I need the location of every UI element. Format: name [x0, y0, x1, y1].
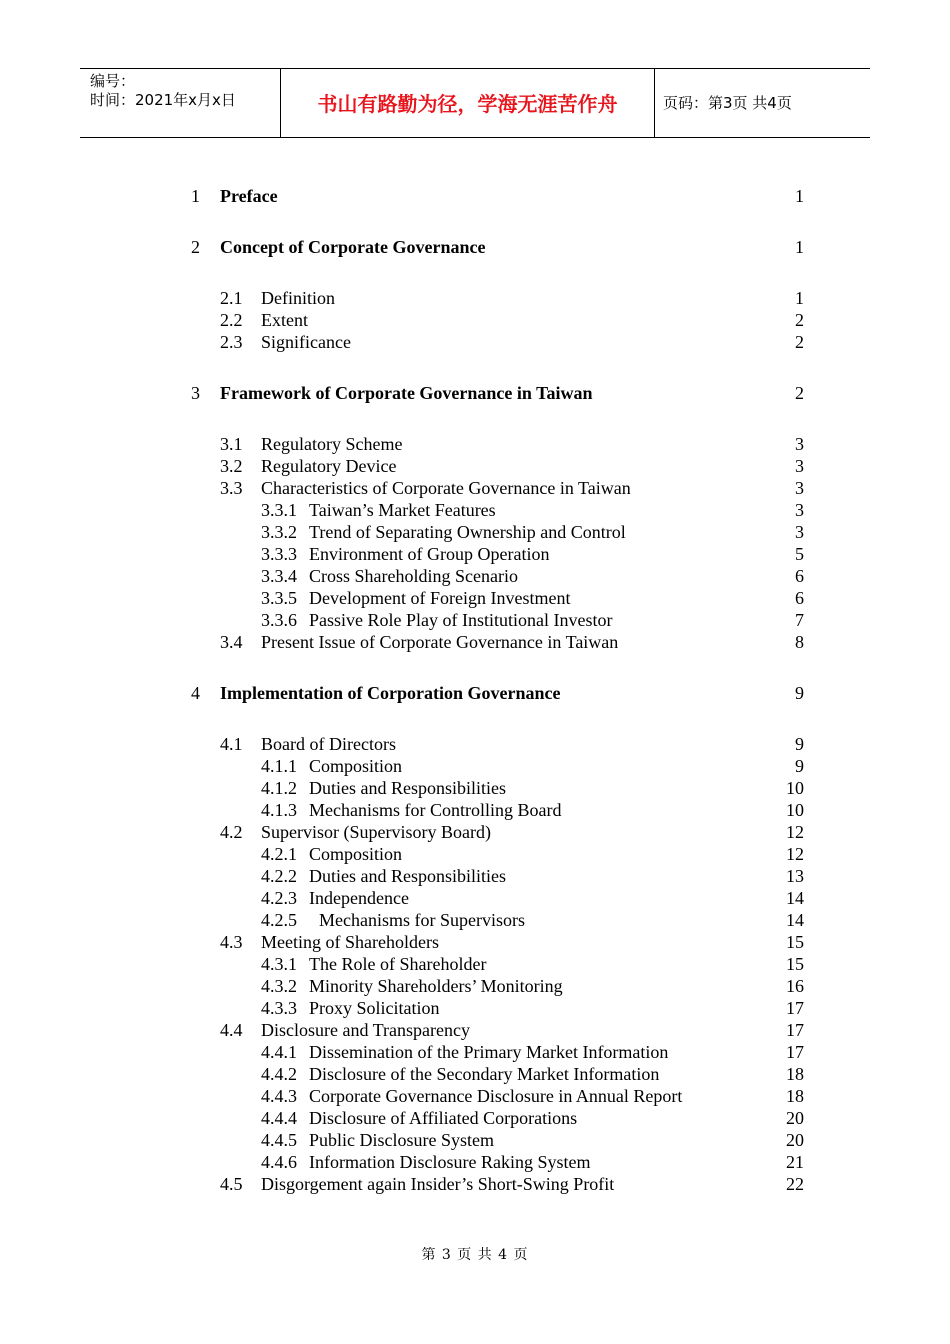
toc-entry[interactable]: [0, 185, 950, 207]
toc-entry-page: 6: [795, 588, 804, 608]
toc-entry-title: Disclosure of Affiliated Corporations: [309, 1108, 578, 1128]
toc-entry-number: 4.4.2: [261, 1064, 297, 1084]
toc-entry[interactable]: [0, 1019, 950, 1041]
toc-entry-number: 4.2.2: [261, 866, 297, 886]
toc-entry-page: 6: [795, 566, 804, 586]
toc-entry-number: 4.3.1: [261, 954, 297, 974]
toc-entry-page: 3: [795, 500, 804, 520]
toc-entry-number: 3.3: [220, 478, 243, 498]
toc-entry-page: 9: [795, 756, 804, 776]
toc-entry[interactable]: [0, 521, 950, 543]
toc-entry-title: Meeting of Shareholders: [261, 932, 439, 952]
toc-entry-number: 4.2.5: [261, 910, 297, 930]
toc-entry[interactable]: [0, 755, 950, 777]
toc-entry-title: Concept of Corporate Governance: [220, 237, 486, 257]
toc-entry-page: 3: [795, 434, 804, 454]
toc-entry-number: 3.1: [220, 434, 243, 454]
toc-entry-number: 4.5: [220, 1174, 243, 1194]
toc-entry-page: 8: [795, 632, 804, 652]
toc-entry-number: 3.3.1: [261, 500, 297, 520]
toc-entry-number: 4.1.2: [261, 778, 297, 798]
toc-entry-page: 21: [786, 1152, 804, 1172]
toc-entry-number: 4.1: [220, 734, 243, 754]
toc-entry-title: Implementation of Corporation Governance: [220, 683, 561, 703]
toc-entry[interactable]: [0, 1107, 950, 1129]
toc-entry[interactable]: [0, 799, 950, 821]
toc-entry-title: The Role of Shareholder: [309, 954, 487, 974]
toc-entry-page: 2: [795, 383, 804, 403]
toc-entry-number: 2.1: [220, 288, 243, 308]
toc-entry-page: 3: [795, 522, 804, 542]
toc-entry-title: Composition: [309, 756, 403, 776]
header-page-cell: [655, 69, 870, 137]
toc-entry-title: Significance: [261, 332, 351, 352]
toc-entry-number: 3.3.3: [261, 544, 297, 564]
toc-entry[interactable]: [0, 1085, 950, 1107]
toc-entry-title: Composition: [309, 844, 403, 864]
toc-entry[interactable]: [0, 953, 950, 975]
toc-entry[interactable]: [0, 975, 950, 997]
toc-entry-number: 4.2: [220, 822, 243, 842]
toc-entry[interactable]: [0, 887, 950, 909]
toc-entry-number: 2.2: [220, 310, 243, 330]
toc-entry-page: 10: [786, 800, 804, 820]
toc-entry-title: Public Disclosure System: [309, 1130, 494, 1150]
toc-entry-page: 15: [786, 954, 804, 974]
toc-entry-number: 2: [191, 237, 200, 257]
header-page-info: 页码：第3页 共4页: [663, 94, 792, 112]
toc-entry-number: 3.3.6: [261, 610, 297, 630]
toc-entry[interactable]: [0, 382, 950, 404]
header-motto: 书山有路勤为径，学海无涯苦作舟: [317, 92, 618, 116]
toc-entry[interactable]: [0, 477, 950, 499]
toc-entry[interactable]: [0, 1041, 950, 1063]
toc-entry-title: Regulatory Device: [261, 456, 397, 476]
toc-entry[interactable]: [0, 843, 950, 865]
toc-entry[interactable]: [0, 309, 950, 331]
toc-entry[interactable]: [0, 631, 950, 653]
page-footer: 第 3 页 共 4 页: [421, 1247, 529, 1263]
toc-entry-page: 12: [786, 822, 804, 842]
header-meta-cell: [80, 69, 281, 137]
toc-entry-page: 13: [786, 866, 804, 886]
toc-entry-number: 4.3: [220, 932, 243, 952]
toc-entry-number: 4.4: [220, 1020, 243, 1040]
toc-entry-title: Environment of Group Operation: [309, 544, 550, 564]
toc-entry-title: Disclosure of the Secondary Market Information: [309, 1064, 660, 1084]
toc-entry-page: 1: [795, 237, 804, 257]
toc-entry[interactable]: [0, 1173, 950, 1195]
toc-entry[interactable]: [0, 821, 950, 843]
toc-entry-title: Regulatory Scheme: [261, 434, 403, 454]
toc-entry-number: 4.4.1: [261, 1042, 297, 1062]
toc-entry-title: Dissemination of the Primary Market Information: [309, 1042, 669, 1062]
toc-entry[interactable]: [0, 1151, 950, 1173]
toc-entry[interactable]: [0, 331, 950, 353]
toc-entry-title: Framework of Corporate Governance in Taiwan: [220, 383, 593, 403]
toc-entry[interactable]: [0, 733, 950, 755]
document-time-label: 时间：2021年x月x日: [90, 91, 236, 109]
toc-entry-number: 3.3.5: [261, 588, 297, 608]
toc-entry-number: 3.3.4: [261, 566, 297, 586]
toc-entry-title: Minority Shareholders’ Monitoring: [309, 976, 563, 996]
toc-entry-title: Disclosure and Transparency: [261, 1020, 470, 1040]
toc-entry-number: 4.4.4: [261, 1108, 297, 1128]
toc-entry[interactable]: [0, 777, 950, 799]
toc-entry-number: 1: [191, 186, 200, 206]
toc-entry-page: 20: [786, 1130, 804, 1150]
toc-entry-number: 4.4.5: [261, 1130, 297, 1150]
toc-entry-page: 14: [786, 910, 804, 930]
toc-entry[interactable]: [0, 543, 950, 565]
toc-entry-page: 17: [786, 1020, 804, 1040]
toc-entry-title: Proxy Solicitation: [309, 998, 440, 1018]
toc-entry-number: 4.2.1: [261, 844, 297, 864]
toc-entry-title: Characteristics of Corporate Governance in Taiwan: [261, 478, 631, 498]
toc-entry[interactable]: [0, 236, 950, 258]
toc-entry-title: Trend of Separating Ownership and Control: [309, 522, 626, 542]
toc-entry-number: 3.3.2: [261, 522, 297, 542]
toc-entry-page: 12: [786, 844, 804, 864]
toc-entry[interactable]: [0, 909, 950, 931]
toc-entry-page: 5: [795, 544, 804, 564]
toc-entry-title: Extent: [261, 310, 308, 330]
toc-entry[interactable]: [0, 609, 950, 631]
toc-entry-page: 7: [795, 610, 804, 630]
toc-entry-title: Duties and Responsibilities: [309, 778, 506, 798]
toc-entry[interactable]: [0, 565, 950, 587]
toc-entry-title: Duties and Responsibilities: [309, 866, 506, 886]
toc-entry-number: 3.4: [220, 632, 243, 652]
toc-entry[interactable]: [0, 455, 950, 477]
toc-entry-title: Mechanisms for Supervisors: [319, 910, 525, 930]
toc-entry-title: Board of Directors: [261, 734, 396, 754]
toc-entry-page: 15: [786, 932, 804, 952]
toc-entry-title: Taiwan’s Market Features: [309, 500, 496, 520]
toc-entry-title: Definition: [261, 288, 335, 308]
header-motto-cell: [281, 69, 655, 137]
toc-entry-page: 22: [786, 1174, 804, 1194]
toc-entry-page: 20: [786, 1108, 804, 1128]
toc-entry-title: Passive Role Play of Institutional Investor: [309, 610, 613, 630]
toc-entry-page: 16: [786, 976, 804, 996]
toc-entry-page: 17: [786, 998, 804, 1018]
toc-entry[interactable]: [0, 499, 950, 521]
toc-entry-title: Present Issue of Corporate Governance in Taiwan: [261, 632, 619, 652]
toc-entry-number: 3.2: [220, 456, 243, 476]
toc-entry-page: 18: [786, 1064, 804, 1084]
toc-entry-number: 4.2.3: [261, 888, 297, 908]
toc-entry-page: 1: [795, 288, 804, 308]
toc-entry-number: 4.1.3: [261, 800, 297, 820]
toc-entry-number: 4.4.6: [261, 1152, 297, 1172]
toc-entry-page: 14: [786, 888, 804, 908]
toc-entry-number: 4.3.3: [261, 998, 297, 1018]
toc-entry[interactable]: [0, 682, 950, 704]
toc-entry-number: 3: [191, 383, 200, 403]
toc-entry-number: 4: [191, 683, 200, 703]
toc-entry[interactable]: [0, 587, 950, 609]
toc-entry-page: 17: [786, 1042, 804, 1062]
toc-entry-number: 4.3.2: [261, 976, 297, 996]
toc-entry-title: Corporate Governance Disclosure in Annual Report: [309, 1086, 683, 1106]
toc-entry-page: 3: [795, 456, 804, 476]
toc-entry-page: 9: [795, 683, 804, 703]
toc-entry-number: 4.1.1: [261, 756, 297, 776]
page-header: [80, 68, 870, 138]
toc-entry-page: 10: [786, 778, 804, 798]
toc-entry-page: 2: [795, 310, 804, 330]
toc-entry[interactable]: [0, 433, 950, 455]
toc-entry-title: Disgorgement again Insider’s Short-Swing Profit: [261, 1174, 615, 1194]
toc-entry-number: 4.4.3: [261, 1086, 297, 1106]
toc-entry[interactable]: [0, 931, 950, 953]
toc-entry-title: Cross Shareholding Scenario: [309, 566, 518, 586]
toc-entry[interactable]: [0, 865, 950, 887]
toc-entry-page: 1: [795, 186, 804, 206]
toc-entry-title: Independence: [309, 888, 409, 908]
toc-entry-title: Preface: [220, 186, 278, 206]
toc-entry[interactable]: [0, 287, 950, 309]
toc-entry-page: 9: [795, 734, 804, 754]
toc-entry[interactable]: [0, 1063, 950, 1085]
toc-entry-title: Mechanisms for Controlling Board: [309, 800, 562, 820]
toc-entry-page: 2: [795, 332, 804, 352]
document-number-label: 编号：: [90, 72, 136, 90]
toc-entry[interactable]: [0, 997, 950, 1019]
toc-entry-page: 3: [795, 478, 804, 498]
toc-entry-number: 2.3: [220, 332, 243, 352]
toc-entry[interactable]: [0, 1129, 950, 1151]
toc-entry-title: Development of Foreign Investment: [309, 588, 571, 608]
toc-entry-page: 18: [786, 1086, 804, 1106]
toc-entry-title: Information Disclosure Raking System: [309, 1152, 591, 1172]
toc-entry-title: Supervisor (Supervisory Board): [261, 822, 491, 842]
